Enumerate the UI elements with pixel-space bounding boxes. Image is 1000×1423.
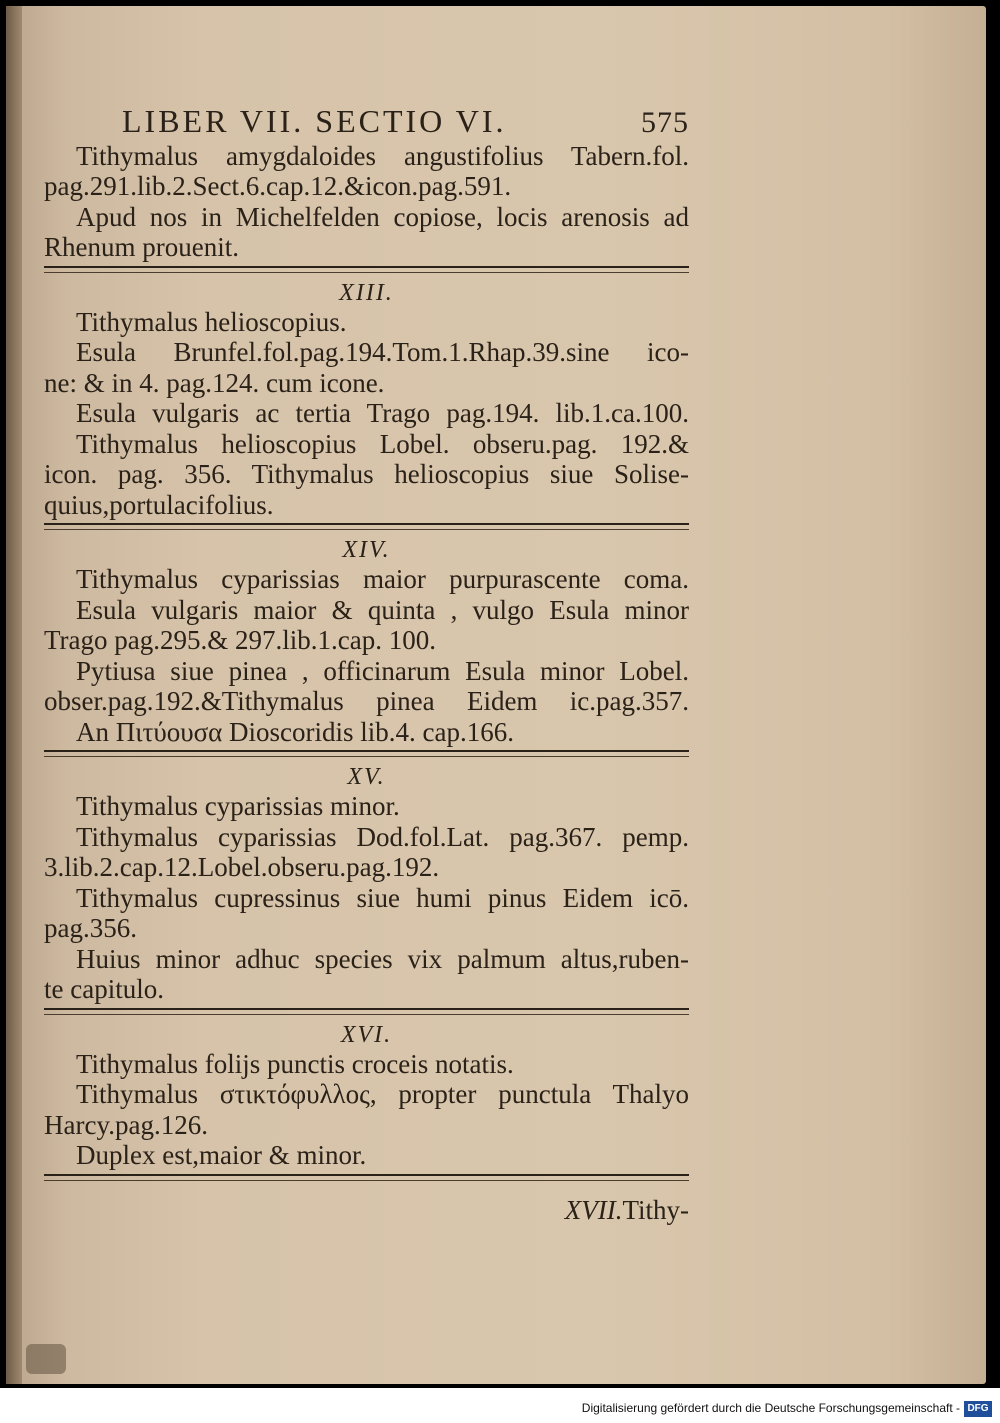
section-number: XIII. xyxy=(339,279,394,306)
text-line: Pytiusa siue pinea , officinarum Esula minor Lobel. xyxy=(76,655,689,686)
book-leaf xyxy=(6,6,986,1384)
section-rule xyxy=(44,523,689,530)
text-line: Duplex est,maior & minor. xyxy=(76,1140,367,1170)
section-rule xyxy=(44,750,689,757)
section-number: XIV. xyxy=(342,537,391,563)
section-rule xyxy=(44,1174,689,1181)
text-line: Tithymalus cyparissias maior purpurascente coma. xyxy=(76,564,689,594)
text-line: An Πιτύουσα Dioscoridis lib.4. cap.166. xyxy=(76,716,515,747)
funding-notice: Digitalisierung gefördert durch die Deutsche Forschungsgemeinschaft - xyxy=(581,1401,960,1415)
text-line: Rhenum prouenit. xyxy=(44,232,239,262)
text-line: Tithymalus helioscopius Lobel. obseru.pag. 192.& xyxy=(76,428,689,459)
page-text xyxy=(44,103,689,1225)
text-line: Tithymalus cupressinus siue humi pinus Eidem icō. xyxy=(76,882,689,913)
text-line: Harcy.pag.126. xyxy=(44,1109,208,1140)
catchword xyxy=(44,1195,689,1226)
running-header xyxy=(44,103,689,139)
text-line: Tithymalus folijs punctis croceis notatis. xyxy=(76,1048,514,1079)
catchword-word: Tithy- xyxy=(622,1194,689,1225)
text-line: Tithymalus cyparissias Dod.fol.Lat. pag.367. pemp. xyxy=(76,821,689,852)
digitization-footer xyxy=(0,1388,1000,1423)
text-line: Esula vulgaris ac tertia Trago pag.194. lib.1.ca.100. xyxy=(76,398,689,428)
text-line: Tithymalus στικτόφυλλος, propter punctula Thalyo xyxy=(76,1079,689,1109)
section-rule xyxy=(44,266,689,273)
book-gutter xyxy=(6,6,22,1384)
folio-number: 575 xyxy=(641,106,689,139)
text-line: pag.291.lib.2.Sect.6.cap.12.&icon.pag.591. xyxy=(44,171,512,201)
dfg-logo-icon: DFG xyxy=(964,1401,992,1417)
text-line: te capitulo. xyxy=(44,974,164,1004)
text-line: Huius minor adhuc species vix palmum altus,ruben- xyxy=(76,943,689,974)
text-line: Apud nos in Michelfelden copiose, locis arenosis ad xyxy=(76,201,689,232)
text-line: Esula vulgaris maior & quinta , vulgo Esula minor xyxy=(76,594,689,625)
text-line: Tithymalus cyparissias minor. xyxy=(76,791,400,821)
text-line: Trago pag.295.& 297.lib.1.cap. 100. xyxy=(44,625,436,655)
section-number: XV. xyxy=(347,764,386,790)
text-line: pag.356. xyxy=(44,913,137,943)
section-rule xyxy=(44,1008,689,1015)
text-line: ne: & in 4. pag.124. cum icone. xyxy=(44,367,385,398)
catchword-number: XVII. xyxy=(564,1194,623,1225)
text-line: Esula Brunfel.fol.pag.194.Tom.1.Rhap.39.sine ico- xyxy=(76,337,689,367)
running-title: LIBER VII. SECTIO VI. xyxy=(122,103,507,139)
text-line: obser.pag.192.&Tithymalus pinea Eidem ic.pag.357. xyxy=(44,686,689,716)
page-stain xyxy=(26,1344,66,1374)
section-number: XVI. xyxy=(340,1021,393,1048)
text-line: quius,portulacifolius. xyxy=(44,489,274,520)
text-line: 3.lib.2.cap.12.Lobel.obseru.pag.192. xyxy=(44,852,440,882)
text-line: Tithymalus helioscopius. xyxy=(76,306,347,337)
text-line: icon. pag. 356. Tithymalus helioscopius siue Solise- xyxy=(44,459,689,489)
text-line: Tithymalus amygdaloides angustifolius Tabern.fol. xyxy=(76,140,689,171)
